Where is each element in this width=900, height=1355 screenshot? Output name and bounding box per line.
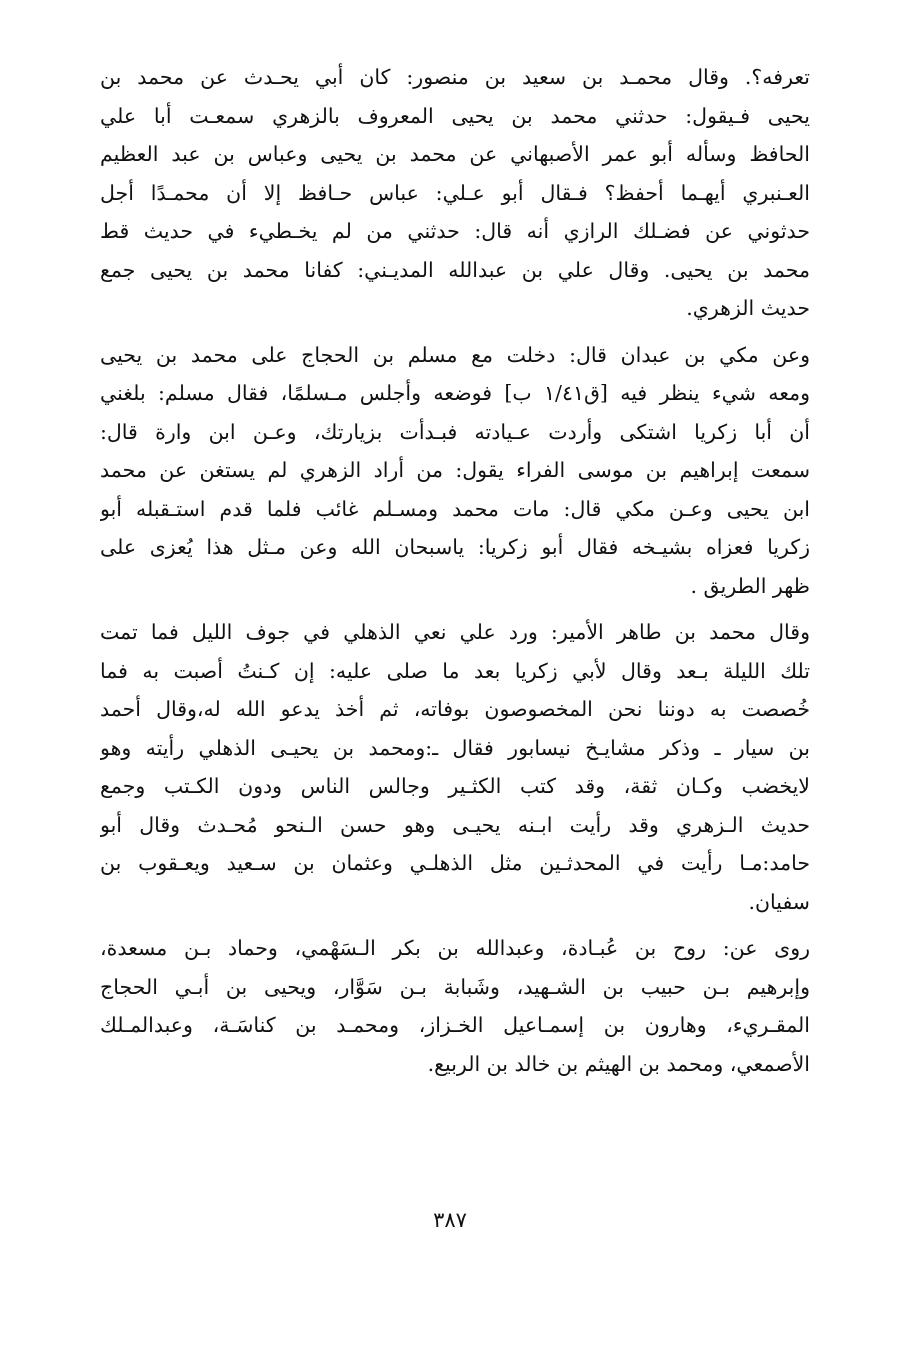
text-line: سفيان.	[748, 889, 810, 914]
paragraph-gap	[100, 921, 810, 929]
text-line: خُصصت به دوننا نحن المخصوصون بوفاته، ثم أخذ يدعو الله له،وقال أحمد	[100, 697, 810, 721]
text-line: ابن يحيى وعـن مكي قال: مات محمد ومسـلم غائب فلما قدم استـقبله أبو	[100, 496, 810, 521]
text-line: روى عن: روح بن عُبـادة، وعبدالله بن بكر الـسَهْمي، وحماد بـن مسعدة،	[100, 936, 810, 960]
text-line: لايخضب وكـان ثقة، وقد كتب الكثـير وجالس الناس ودون الكـتب وجمع	[100, 774, 810, 798]
text-line: سمعت إبراهيم بن موسى الفراء يقول: من أراد الزهري لم يستغن عن محمد	[100, 458, 810, 482]
text-line: حديث الزهري.	[686, 296, 810, 320]
text-line: ومعه شيء ينظر فيه [ق١/٤١ ب] فوضعه وأجلس مـسلمًا، فقال مسلم: بلغني	[100, 381, 810, 405]
text-line: محمد بن يحيى. وقال علي بن عبدالله المديـني: كفانا محمد بن يحيى جمع	[100, 257, 810, 282]
text-line: يحيى فـيقول: حدثني محمد بن يحيى المعروف بالزهري سمعـت أبا علي	[100, 103, 810, 128]
paragraph-4	[100, 929, 810, 1083]
text-line: ظهر الطريق .	[690, 573, 810, 598]
text-line: وقال محمد بن طاهر الأمير: ورد علي نعي الذهلي في جوف الليل فما تمت	[100, 620, 810, 644]
text-line: الأصمعي، ومحمد بن الهيثم بن خالد بن الربيع.	[427, 1051, 810, 1076]
text-line: تعرفه؟. وقال محمـد بن سعيد بن منصور: كان أبي يحـدث عن محمد بن	[100, 65, 810, 89]
text-line: زكريا فعزاه بشيـخه فقال أبو زكريا: ياسبحان الله وعن مـثل هذا يُعزى على	[100, 535, 810, 559]
text-line: حدثوني عن فضـلك الرازي أنه قال: حدثني من لم يخـطيء في حديث قط	[100, 219, 810, 243]
text-line: أن أبا زكريا اشتكى وأردت عـيادته فبـدأت بزيارتك، وعـن ابن وارة قال:	[100, 419, 810, 444]
text-line: حامد:مـا رأيت في المحدثـين مثل الذهلـي وعثمان بن سـعيد ويعـقوب بن	[100, 851, 810, 875]
text-line: وعن مكي بن عبدان قال: دخلت مع مسلم بن الحجاج على محمد بن يحيى	[100, 342, 810, 367]
page-body	[100, 58, 810, 1083]
text-line: بن سيار ـ وذكر مشايـخ نيسابور فقال ـ:ومحمد بن يحيـى الذهلي رأيته وهو	[100, 735, 810, 760]
paragraph-3	[100, 613, 810, 921]
text-line: وإبرهيم بـن حبيب بن الشـهيد، وشَبابة بـن سَوَّار، ويحيى بن أبـي الحجاج	[100, 974, 810, 999]
page-number: ٣٨٧	[433, 1208, 467, 1232]
text-line: العـنبري أيهـما أحفظ؟ فـقال أبو عـلي: عباس حـافظ إلا أن محمـدًا أجل	[100, 180, 810, 205]
text-line: الحافظ وسأله أبو عمر الأصبهاني عن محمد بن يحيى وعباس بن عبد العظيم	[100, 142, 810, 166]
text-line: حديث الـزهري وقد رأيت ابـنه يحيـى وهو حسن الـنحو مُحـدث وقال أبو	[100, 812, 810, 837]
paragraph-2	[100, 336, 810, 606]
text-line: المقـريء، وهارون بن إسمـاعيل الخـزاز، ومحمـد بن كناسَـة، وعبدالمـلك	[100, 1013, 810, 1037]
paragraph-1	[100, 58, 810, 328]
paragraph-gap	[100, 328, 810, 336]
text-line: تلك الليلة بـعد وقال لأبي زكريا بعد ما صلى عليه: إن كـنتُ أصبت به فما	[100, 658, 810, 683]
paragraph-gap	[100, 605, 810, 613]
